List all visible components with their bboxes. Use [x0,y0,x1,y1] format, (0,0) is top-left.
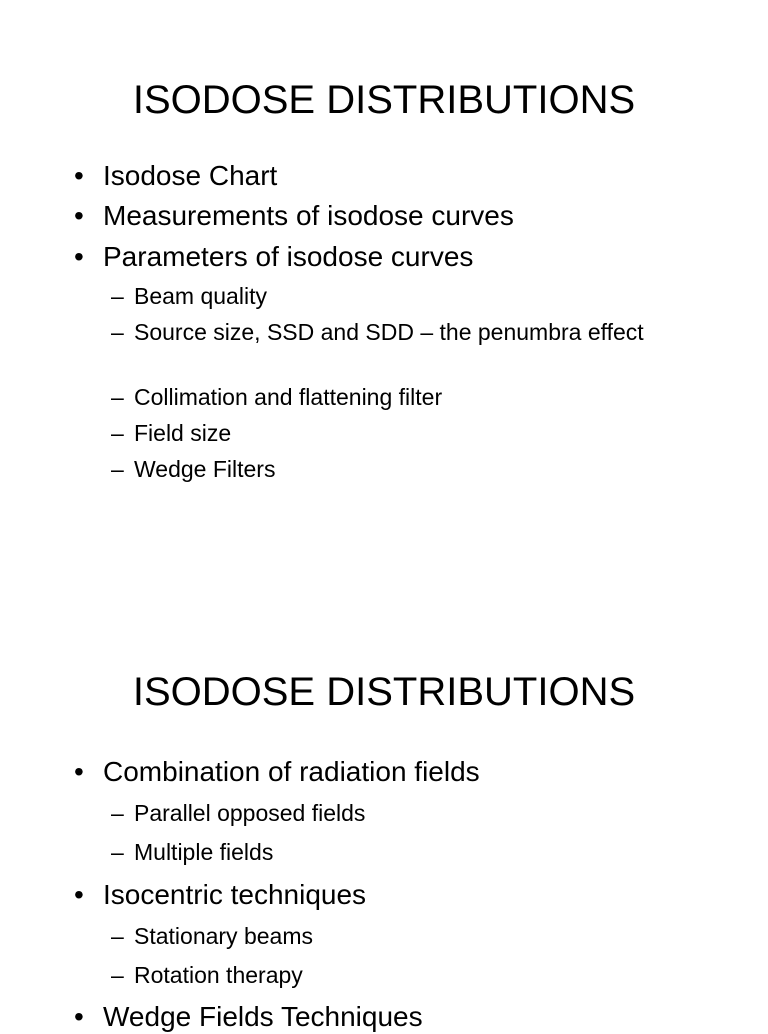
bullet-marker: • [74,1001,84,1032]
bullet-text: Isodose Chart [103,160,278,191]
dash-marker: – [111,839,124,865]
bullet-text: Wedge Fields Techniques [103,1001,423,1032]
sub-bullet-text: Rotation therapy [134,962,303,988]
bullet-text: Parameters of isodose curves [103,241,474,272]
sub-bullet-text: Stationary beams [134,923,313,949]
bullet-text: Isocentric techniques [103,879,367,910]
bullet-marker: • [74,879,84,910]
sub-bullet-text: Field size [134,420,232,446]
bullet-marker: • [74,160,84,191]
slide-title: ISODOSE DISTRIBUTIONS [132,78,636,122]
sub-bullet-text: Source size, SSD and SDD – the penumbra effect [134,319,644,345]
sub-bullet-text: Collimation and flattening filter [134,384,443,410]
sub-bullet-text: Wedge Filters [134,456,276,482]
dash-marker: – [111,283,124,309]
sub-bullet-text: Beam quality [134,283,267,309]
sub-bullet-text: Multiple fields [134,839,274,865]
dash-marker: – [111,800,124,826]
dash-marker: – [111,420,124,446]
bullet-marker: • [74,200,84,231]
slide-title: ISODOSE DISTRIBUTIONS [132,670,636,714]
bullet-marker: • [74,756,84,787]
dash-marker: – [111,923,124,949]
sub-bullet-text: Parallel opposed fields [134,800,366,826]
bullet-text: Measurements of isodose curves [103,200,514,231]
dash-marker: – [111,962,124,988]
bullet-marker: • [74,241,84,272]
bullet-text: Combination of radiation fields [103,756,480,787]
dash-marker: – [111,456,124,482]
dash-marker: – [111,384,124,410]
dash-marker: – [111,319,124,345]
